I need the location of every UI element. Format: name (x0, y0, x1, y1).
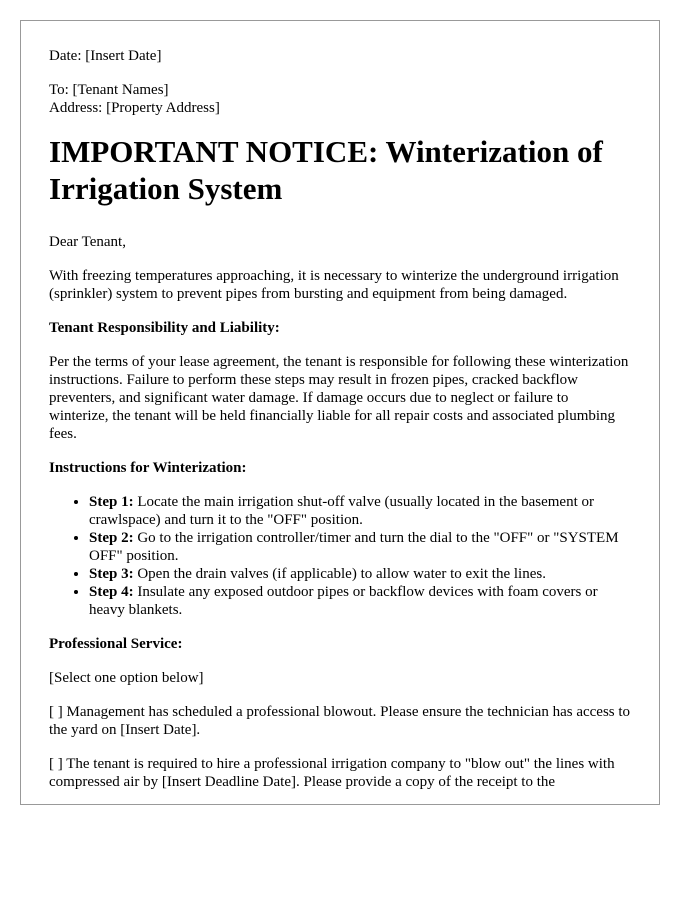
recipient-block (49, 81, 631, 117)
professional-heading: Professional Service: (49, 636, 183, 652)
notice-title: IMPORTANT NOTICE: Winterization of Irrigation System (49, 134, 603, 206)
step-label: Step 2: (89, 530, 134, 546)
step-label: Step 4: (89, 584, 134, 600)
intro-paragraph: With freezing temperatures approaching, it is necessary to winterize the underground irrigation (sprinkler) system to prevent pipes from bursting and equipment from being damaged. (49, 268, 619, 302)
option-scheduled: [ ] Management has scheduled a professional blowout. Please ensure the technician has access to the yard on [Insert Date]. (49, 704, 631, 738)
step-text: Locate the main irrigation shut-off valve (usually located in the basement or crawlspace) and turn it to the "OFF" position. (89, 494, 595, 528)
step-item (89, 529, 631, 565)
step-item (89, 493, 631, 529)
date-line: Date: [Insert Date] (49, 48, 162, 64)
option-tenant-hire: [ ] The tenant is required to hire a professional irrigation company to "blow out" the lines with compressed air by [Insert Deadline Date]. Please provide a copy of the receipt to the (49, 756, 615, 790)
step-item (89, 583, 631, 619)
step-text: Go to the irrigation controller/timer and turn the dial to the "OFF" or "SYSTEM OFF" position. (89, 530, 619, 564)
select-note: [Select one option below] (49, 670, 204, 686)
instructions-heading: Instructions for Winterization: (49, 460, 247, 476)
letter-page (20, 20, 660, 805)
salutation: Dear Tenant, (49, 234, 126, 250)
step-text: Insulate any exposed outdoor pipes or backflow devices with foam covers or heavy blankets. (89, 584, 598, 618)
step-label: Step 1: (89, 494, 134, 510)
step-label: Step 3: (89, 566, 134, 582)
responsibility-paragraph: Per the terms of your lease agreement, the tenant is responsible for following these winterization instructions. Failure to perform these steps may result in frozen pipes, cracked backflow preventers, and significant water damage. If damage occurs due to neglect or failure to winterize, the tenant will be held financially liable for all repair costs and associated plumbing fees. (49, 354, 629, 442)
step-item (89, 565, 631, 583)
responsibility-heading: Tenant Responsibility and Liability: (49, 320, 280, 336)
address-line: Address: [Property Address] (49, 100, 220, 116)
step-text: Open the drain valves (if applicable) to allow water to exit the lines. (133, 566, 546, 582)
to-line: To: [Tenant Names] (49, 82, 169, 98)
instructions-list (49, 493, 631, 619)
